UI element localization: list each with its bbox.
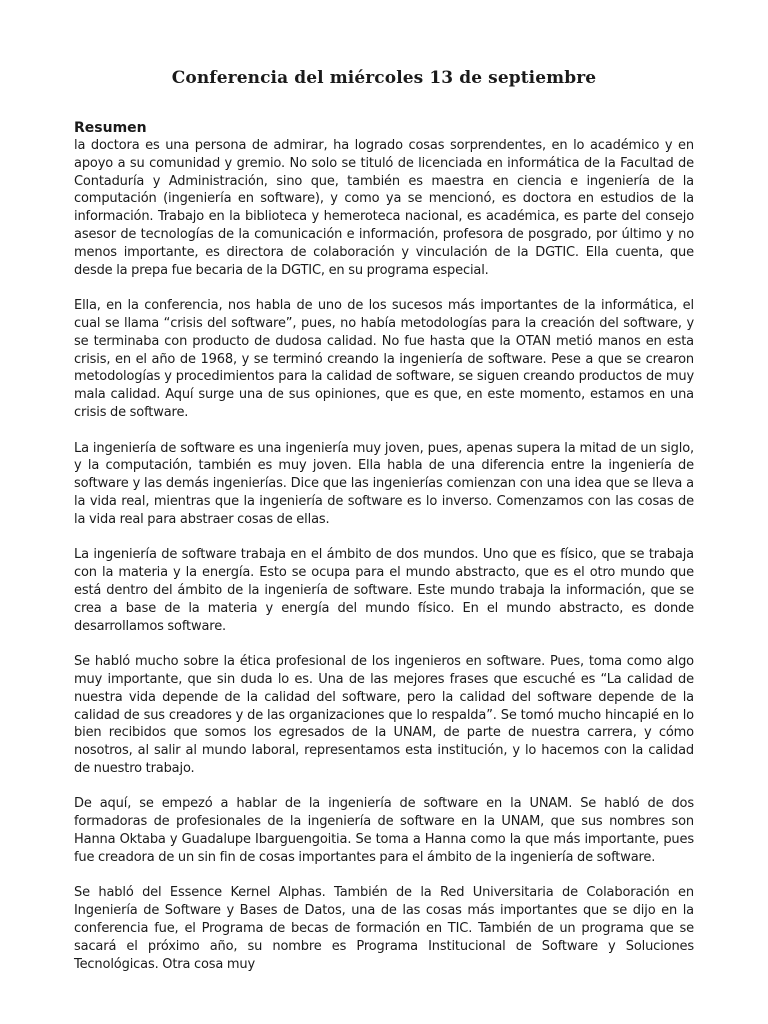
paragraph: La ingeniería de software es una ingeniería muy joven, pues, apenas supera la mitad de un siglo, y la computación, también es muy joven. Ella habla de una diferencia entre la ingeniería de software y las demás ingenierías. Dice que las ingenierías comienzan con una idea que se lleva a la vida real, mientras que la ingeniería de software es lo inverso. Comenzamos con las cosas de la vida real para abstraer cosas de ellas. bbox=[74, 440, 694, 527]
paragraph: Se habló mucho sobre la ética profesional de los ingenieros en software. Pues, toma como algo muy importante, que sin duda lo es. Una de las mejores frases que escuché es “La calidad de nuestra vida depende de la calidad del software, pero la calidad del software depende de la calidad de sus creadores y de las organizaciones que lo respalda”. Se tomó mucho hincapié en lo bien recibidos que somos los egresados de la UNAM, de parte de nuestra carrera, y cómo nosotros, al salir al mundo laboral, representamos esta institución, y lo hacemos con la calidad de nuestro trabajo. bbox=[74, 654, 694, 776]
paragraph: De aquí, se empezó a hablar de la ingeniería de software en la UNAM. Se habló de dos formadoras de profesionales de la ingeniería de software en la UNAM, que sus nombres son Hanna Oktaba y Guadalupe Ibarguengoitia. Se toma a Hanna como la que más importante, pues fue creadora de un sin fin de cosas importantes para el ámbito de la ingeniería de software. bbox=[74, 796, 694, 865]
paragraph: Se habló del Essence Kernel Alphas. También de la Red Universitaria de Colaboración en Ingeniería de Software y Bases de Datos, una de las cosas más importantes que se dijo en la conferencia fue, el Programa de becas de formación en TIC. También de un programa que se sacará el próximo año, su nombre es Programa Institucional de Software y Soluciones Tecnológicas. Otra cosa muy bbox=[74, 885, 694, 972]
paragraph: La ingeniería de software trabaja en el ámbito de dos mundos. Uno que es físico, que se trabaja con la materia y la energía. Esto se ocupa para el mundo abstracto, que es el otro mundo que está dentro del ámbito de la ingeniería de software. Este mundo trabaja la información, que se crea a base de la materia y energía del mundo físico. En el mundo abstracto, es donde desarrollamos software. bbox=[74, 547, 694, 634]
section-heading-resumen: Resumen bbox=[74, 120, 147, 136]
paragraph: Ella, en la conferencia, nos habla de uno de los sucesos más importantes de la informática, el cual se llama “crisis del software”, pues, no había metodologías para la creación del software, y se terminaba con producto de dudosa calidad. No fue hasta que la OTAN metió manos en esta crisis, en el año de 1968, y se terminó creando la ingeniería de software. Pese a que se crearon metodologías y procedimientos para la calidad de software, se siguen creando productos de muy mala calidad. Aquí surge una de sus opiniones, que es que, en este momento, estamos en una crisis de software. bbox=[74, 298, 694, 420]
paragraph: la doctora es una persona de admirar, ha logrado cosas sorprendentes, en lo académico y en apoyo a su comunidad y gremio. No solo se tituló de licenciada en informática de la Facultad de Contaduría y Administración, sino que, también es maestra en ciencia e ingeniería de la computación (ingeniería en software), y como ya se mencionó, es doctora en estudios de la información. Trabajo en la biblioteca y hemeroteca nacional, es académica, es parte del consejo asesor de tecnologías de la comunicación e información, profesora de posgrado, por último y no menos importante, es directora de colaboración y vinculación de la DGTIC. Ella cuenta, que desde la prepa fue becaria de la DGTIC, en su programa especial. bbox=[74, 138, 694, 278]
document-title: Conferencia del miércoles 13 de septiembre bbox=[171, 68, 597, 88]
